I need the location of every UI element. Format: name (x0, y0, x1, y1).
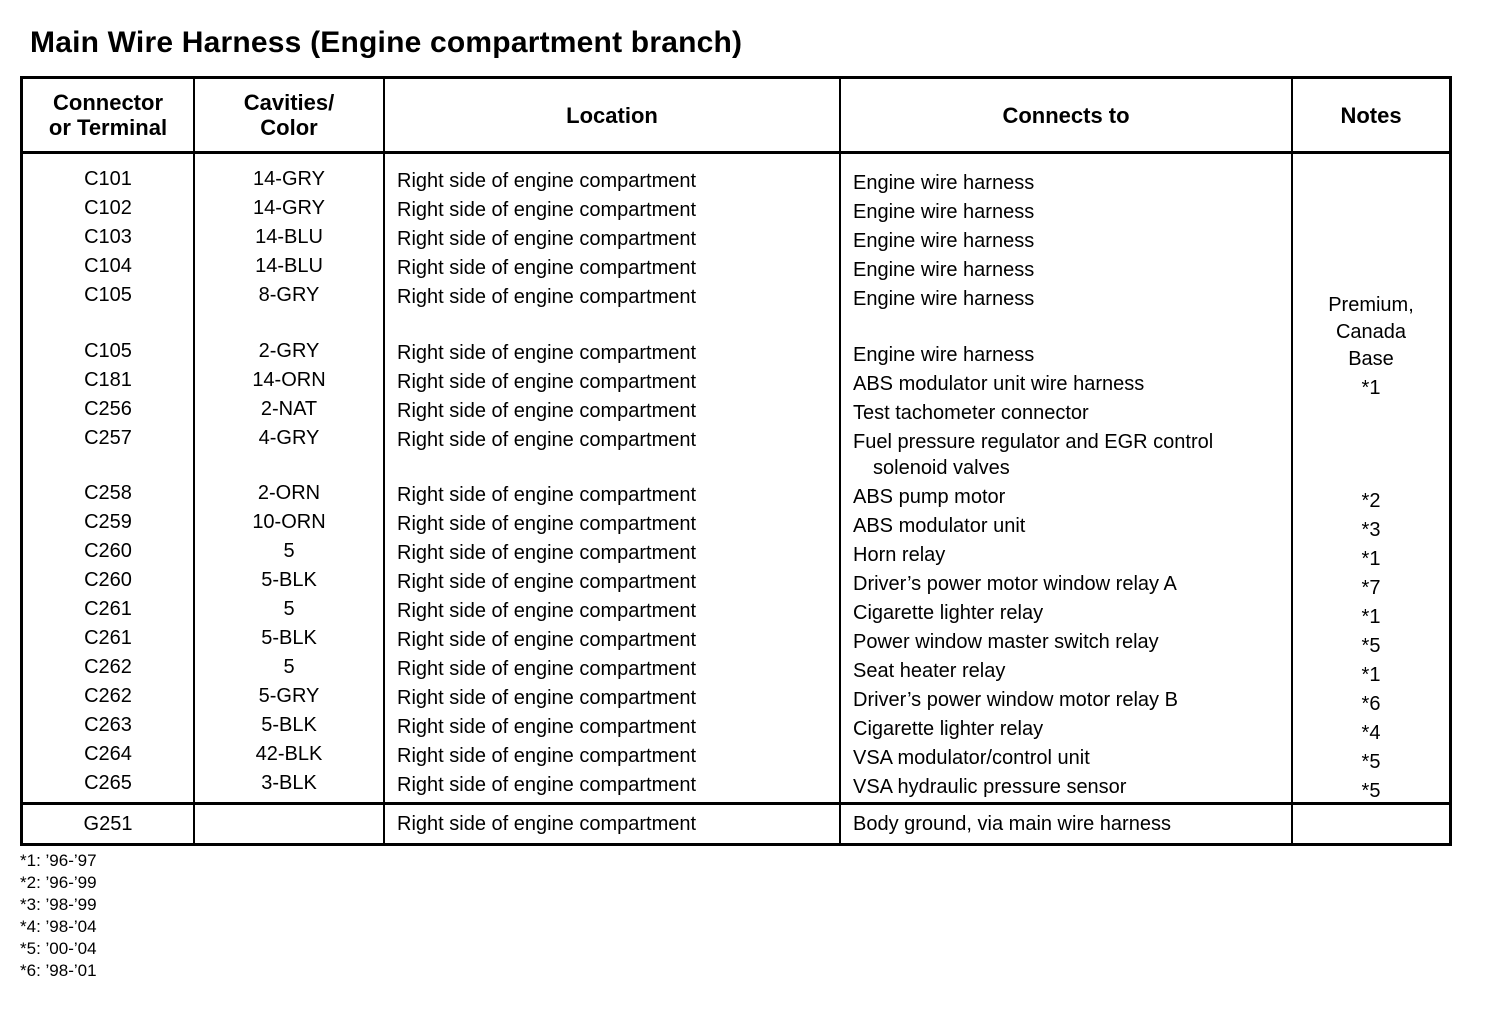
connects-to-cell: ABS pump motor (853, 486, 1006, 508)
notes-cell: Canada (1335, 321, 1407, 343)
connects-to-cell: VSA modulator/control unit (853, 747, 1090, 769)
connector-cell: C261 (84, 598, 132, 620)
location-cell: Right side of engine compartment (397, 170, 697, 192)
footnote-item: *5: ’00-’04 (20, 939, 97, 958)
footnote-item: *6: ’98-’01 (20, 961, 97, 980)
notes-cell: *1 (1361, 377, 1381, 399)
connects-to-cell: solenoid valves (873, 457, 1010, 479)
connector-cell: C256 (84, 398, 132, 420)
connector-cell: C263 (84, 714, 132, 736)
connector-cell: C105 (84, 340, 132, 362)
cavities-cell: 14-BLU (255, 255, 323, 277)
footnote-item: *2: ’96-’99 (20, 873, 97, 892)
notes-cell: Premium, (1328, 294, 1414, 316)
table-body (23, 154, 1449, 805)
cavities-cell: 14-BLU (255, 226, 323, 248)
connects-to-cell: Engine wire harness (853, 288, 1035, 310)
connects-to-cell: Engine wire harness (853, 172, 1035, 194)
connects-to-cell: Seat heater relay (853, 660, 1006, 682)
notes-cell: *3 (1361, 519, 1381, 541)
location-cell: Right side of engine compartment (397, 600, 697, 622)
connector-cell: C257 (84, 427, 132, 449)
cavities-cell: 8-GRY (258, 284, 320, 306)
cavities-cell: 5 (283, 656, 295, 678)
location-cell: Right side of engine compartment (397, 429, 697, 451)
column-connects-to (841, 154, 1293, 802)
connects-to-cell: Driver’s power window motor relay B (853, 689, 1178, 711)
header-connector: Connector or Terminal (23, 79, 195, 151)
notes-cell: *1 (1361, 548, 1381, 570)
location-cell: Right side of engine compartment (397, 716, 697, 738)
ground-row (23, 805, 1449, 843)
cavities-cell: 14-ORN (252, 369, 326, 391)
connects-to-cell: Horn relay (853, 544, 946, 566)
connector-cell: C261 (84, 627, 132, 649)
cavities-cell: 5-BLK (261, 569, 317, 591)
cavities-cell: 14-GRY (253, 168, 325, 190)
footnote-item: *3: ’98-’99 (20, 895, 97, 914)
connects-to-cell: ABS modulator unit (853, 515, 1026, 537)
connects-to-cell: Test tachometer connector (853, 402, 1089, 424)
location-cell: Right side of engine compartment (397, 342, 697, 364)
connector-cell: C264 (84, 743, 132, 765)
connects-to-cell: Cigarette lighter relay (853, 718, 1044, 740)
cavities-cell: 5-BLK (261, 627, 317, 649)
notes-cell: *4 (1361, 722, 1381, 744)
connects-to-cell: ABS modulator unit wire harness (853, 373, 1145, 395)
connector-cell: C101 (84, 168, 132, 190)
ground-location: Right side of engine compartment (385, 805, 841, 843)
notes-cell: *5 (1361, 751, 1381, 773)
connector-cell: C105 (84, 284, 132, 306)
connector-cell: C262 (84, 656, 132, 678)
location-cell: Right side of engine compartment (397, 371, 697, 393)
header-location: Location (385, 79, 841, 151)
notes-cell: *2 (1361, 490, 1381, 512)
location-cell: Right side of engine compartment (397, 199, 697, 221)
connects-to-cell: Cigarette lighter relay (853, 602, 1044, 624)
connects-to-cell: Engine wire harness (853, 201, 1035, 223)
location-cell: Right side of engine compartment (397, 257, 697, 279)
cavities-cell: 5-BLK (261, 714, 317, 736)
location-cell: Right side of engine compartment (397, 745, 697, 767)
cavities-cell: 42-BLK (255, 743, 323, 765)
connector-cell: C260 (84, 569, 132, 591)
location-cell: Right side of engine compartment (397, 286, 697, 308)
location-cell: Right side of engine compartment (397, 484, 697, 506)
cavities-cell: 14-GRY (253, 197, 325, 219)
location-cell: Right side of engine compartment (397, 658, 697, 680)
ground-connects-to: Body ground, via main wire harness (841, 805, 1293, 843)
header-connects-to: Connects to (841, 79, 1293, 151)
location-cell: Right side of engine compartment (397, 629, 697, 651)
connects-to-cell: Engine wire harness (853, 344, 1035, 366)
location-cell: Right side of engine compartment (397, 400, 697, 422)
page-title: Main Wire Harness (Engine compartment branch) (30, 26, 743, 59)
header-cavities: Cavities/ Color (195, 79, 385, 151)
connector-cell: C262 (84, 685, 132, 707)
notes-cell: *1 (1361, 664, 1381, 686)
location-cell: Right side of engine compartment (397, 774, 697, 796)
connector-cell: C260 (84, 540, 132, 562)
notes-cell: *1 (1361, 606, 1381, 628)
connector-cell: C259 (84, 511, 132, 533)
connects-to-cell: VSA hydraulic pressure sensor (853, 776, 1127, 798)
cavities-cell: 2-ORN (257, 482, 321, 504)
cavities-cell: 5 (283, 540, 295, 562)
location-cell: Right side of engine compartment (397, 542, 697, 564)
ground-cavities (195, 805, 385, 843)
location-cell: Right side of engine compartment (397, 513, 697, 535)
cavities-cell: 2-GRY (258, 340, 320, 362)
connects-to-cell: Engine wire harness (853, 259, 1035, 281)
connector-cell: C103 (84, 226, 132, 248)
connects-to-cell: Fuel pressure regulator and EGR control (853, 431, 1214, 453)
header-notes: Notes (1340, 102, 1402, 128)
notes-cell: Base (1348, 348, 1394, 370)
location-cell: Right side of engine compartment (397, 228, 697, 250)
table-header (23, 79, 1449, 154)
column-connector (23, 154, 195, 802)
connects-to-cell: Engine wire harness (853, 230, 1035, 252)
harness-table (20, 76, 1452, 846)
cavities-cell: 2-NAT (260, 398, 318, 420)
notes-cell: *7 (1361, 577, 1381, 599)
footnote-item: *1: ’96-’97 (20, 851, 97, 870)
column-cavities (195, 154, 385, 802)
notes-cell: *5 (1361, 635, 1381, 657)
cavities-cell: 5 (283, 598, 295, 620)
cavities-cell: 5-GRY (258, 685, 320, 707)
cavities-cell: 3-BLK (261, 772, 317, 794)
notes-cell: *5 (1361, 780, 1381, 802)
cavities-cell: 4-GRY (258, 427, 320, 449)
cavities-cell: 10-ORN (252, 511, 326, 533)
footnotes (20, 850, 97, 982)
location-cell: Right side of engine compartment (397, 571, 697, 593)
footnote-item: *4: ’98-’04 (20, 917, 97, 936)
column-location (385, 154, 841, 802)
notes-cell: *6 (1361, 693, 1381, 715)
connector-cell: C265 (84, 772, 132, 794)
connector-cell: C104 (84, 255, 132, 277)
location-cell: Right side of engine compartment (397, 687, 697, 709)
connector-cell: C258 (84, 482, 132, 504)
connects-to-cell: Power window master switch relay (853, 631, 1159, 653)
ground-connector: G251 (23, 805, 195, 843)
connector-cell: C102 (84, 197, 132, 219)
column-notes (1293, 154, 1449, 802)
connects-to-cell: Driver’s power motor window relay A (853, 573, 1177, 595)
connector-cell: C181 (84, 369, 132, 391)
ground-notes (1293, 805, 1449, 843)
